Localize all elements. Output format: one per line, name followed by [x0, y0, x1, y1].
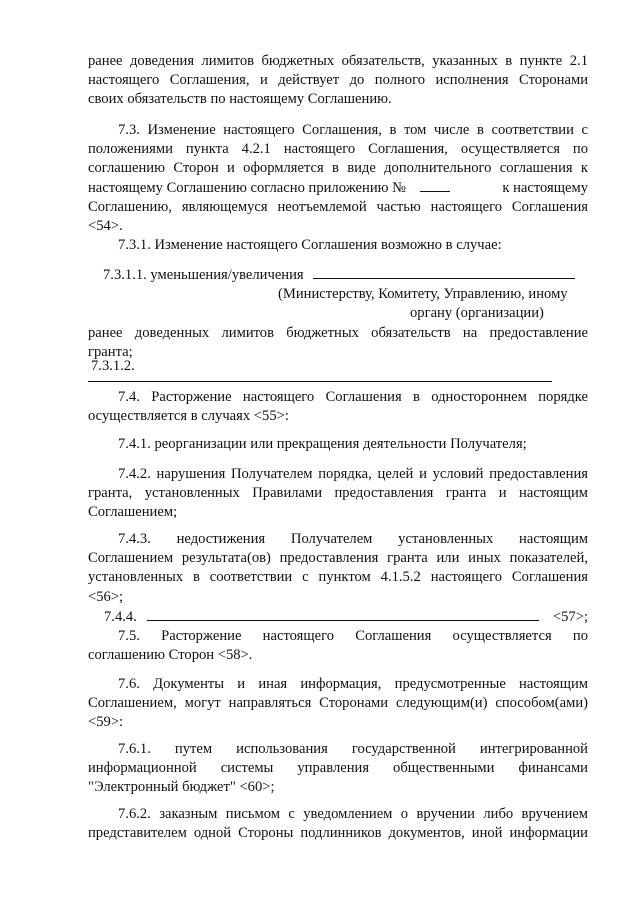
paragraph-7-4 [88, 388, 588, 426]
text-line: осуществляется в случаях <55>: [88, 408, 289, 425]
text-line: <56>; [88, 588, 124, 605]
text-line: 7.6.1. путем использования государственной интегрированной [118, 741, 588, 757]
text-line: установленных в соответствии с пунктом 4.1.5.2 настоящего Соглашения [88, 569, 588, 586]
text-fragment: 7.4.4. [104, 609, 137, 625]
hint-line: органу (организации) [410, 305, 544, 322]
text-line: 7.3.1. Изменение настоящего Соглашения возможно в случае: [118, 237, 502, 253]
paragraph-7-3-1-1 [88, 266, 588, 362]
text-line: 7.3. Изменение настоящего Соглашения, в том числе в соответствии с [118, 122, 588, 138]
text-fragment: 7.3.1.1. уменьшения/увеличения [103, 267, 304, 283]
fill-blank [313, 266, 575, 279]
fill-blank [147, 608, 539, 621]
text-line-with-blank [88, 608, 588, 627]
paragraph-7-5 [88, 627, 588, 665]
paragraph-7-3 [88, 121, 588, 236]
text-line-with-blank [88, 266, 588, 285]
text-line: Соглашению, являющемуся неотъемлемой частью настоящего Соглашения [88, 198, 588, 215]
paragraph-7-6-2 [88, 805, 588, 843]
text-line: своих обязательств по настоящему Соглашению. [88, 91, 392, 108]
paragraph-7-4-4 [88, 608, 588, 627]
text-line: положениями пункта 4.2.1 настоящего Соглашения, осуществляется по [88, 141, 588, 158]
text-line: 7.4.1. реорганизации или прекращения деятельности Получателя; [118, 436, 527, 452]
text-line: информационной системы управления общественными финансами [88, 760, 588, 777]
text-line: гранта, установленных Правилами предоставления гранта и настоящим [88, 485, 588, 502]
text-line: настоящего Соглашения, и действует до полного исполнения Сторонами [88, 72, 588, 89]
text-fragment: настоящему Соглашению согласно приложению № [88, 179, 407, 196]
text-line: гранта; [88, 343, 133, 360]
text-line: <54>. [88, 217, 123, 234]
footnote-ref: <57>; [552, 609, 588, 625]
paragraph-7-4-3 [88, 530, 588, 607]
number-blank [420, 179, 450, 192]
text-line: Соглашением результата(ов) предоставления гранта или иных показателей, [88, 550, 588, 567]
text-line: ранее доведенных лимитов бюджетных обязательств на предоставление [88, 324, 588, 341]
paragraph-7-6 [88, 675, 588, 733]
text-line: 7.4.3. недостижения Получателем установленных настоящим [118, 531, 588, 547]
text-line: <59>: [88, 714, 124, 731]
paragraph-7-3-1-2 [88, 357, 588, 376]
text-line: Соглашением, могут направляться Сторонами следующим(и) способом(ами) [88, 695, 588, 712]
text-line: соглашению Сторон и оформляется в виде дополнительного соглашения к [88, 160, 588, 177]
text-line: 7.4.2. нарушения Получателем порядка, целей и условий предоставления [118, 466, 588, 482]
fill-blank-line [88, 381, 552, 382]
text-line: 7.6.2. заказным письмом с уведомлением о вручении либо вручением [118, 806, 588, 822]
hint-line: (Министерству, Комитету, Управлению, иному [278, 286, 568, 303]
text-line: соглашению Сторон <58>. [88, 647, 253, 664]
intro-paragraph [88, 52, 588, 110]
text-fragment: к настоящему [502, 179, 588, 196]
text-line: 7.4. Расторжение настоящего Соглашения в одностороннем порядке [118, 389, 588, 405]
text-line: 7.6. Документы и иная информация, предусмотренные настоящим [118, 676, 588, 692]
text-line: 7.3.1.2. [91, 358, 135, 374]
text-line: ранее доведения лимитов бюджетных обязательств, указанных в пункте 2.1 [88, 53, 588, 69]
text-line: Соглашением; [88, 504, 178, 521]
paragraph-7-3-1 [88, 236, 588, 255]
text-line: "Электронный бюджет" <60>; [88, 779, 275, 796]
paragraph-7-4-2 [88, 465, 588, 523]
text-line: представителем одной Стороны подлинников документов, иной информации [88, 825, 588, 842]
paragraph-7-4-1 [88, 435, 588, 454]
text-line-with-blank [88, 179, 588, 198]
paragraph-7-6-1 [88, 740, 588, 798]
text-line: 7.5. Расторжение настоящего Соглашения осуществляется по [118, 628, 588, 644]
